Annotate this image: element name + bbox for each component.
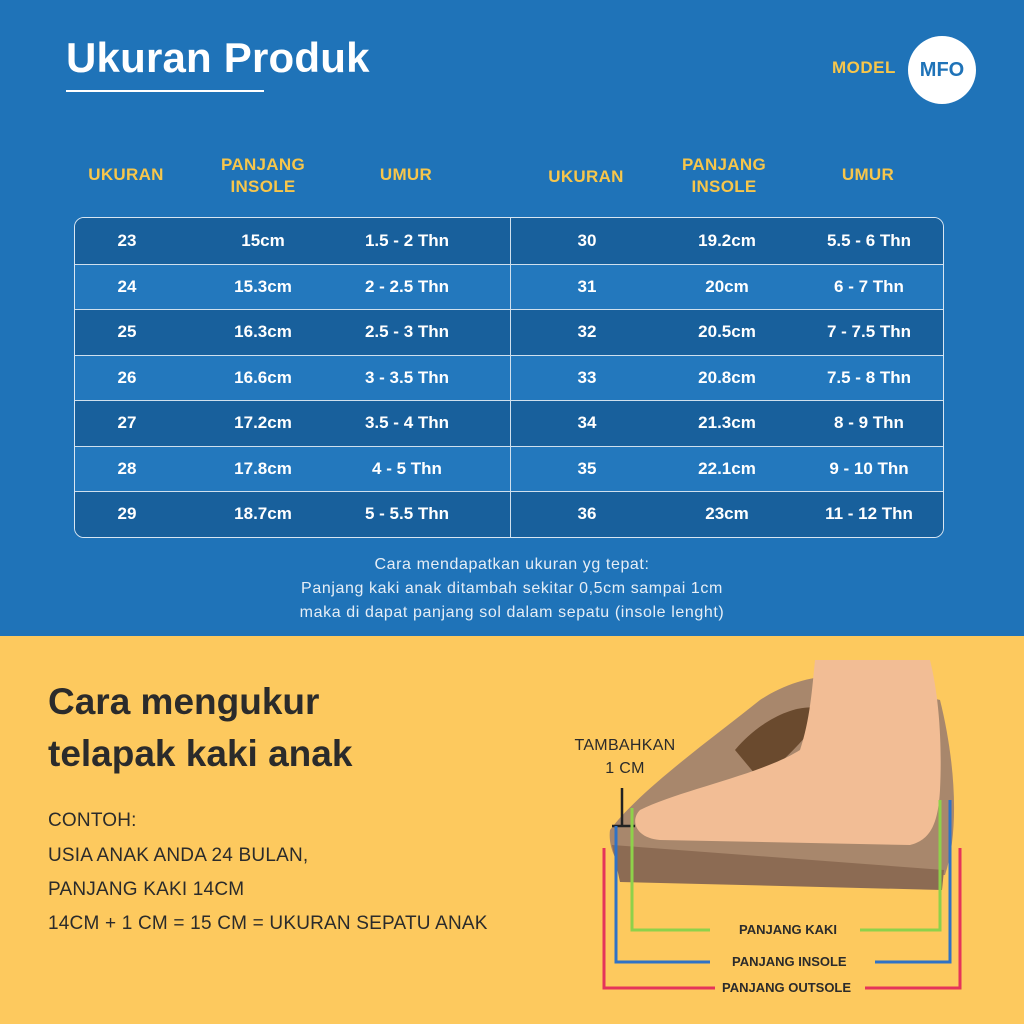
header-size-left: UKURAN	[88, 165, 164, 184]
row-divider	[75, 309, 943, 310]
table-row	[75, 264, 943, 310]
row-divider	[75, 446, 943, 447]
table-center-divider	[510, 218, 511, 537]
header-age-right: UMUR	[841, 165, 895, 184]
title-underline	[66, 90, 264, 92]
example-formula: 14CM + 1 CM = 15 CM = UKURAN SEPATU ANAK	[48, 913, 488, 934]
header-insole-left	[203, 154, 323, 198]
table-row	[75, 355, 943, 401]
cell-right-size: 32	[577, 322, 597, 341]
outsole-length-label: PANJANG OUTSOLE	[716, 980, 857, 995]
cell-left-insole: 15.3cm	[234, 276, 292, 296]
table-row	[75, 218, 943, 264]
header-insole-right-line1: PANJANG	[682, 155, 766, 174]
table-row	[75, 309, 943, 355]
cell-left-age: 3.5 - 4 Thn	[364, 413, 450, 432]
header-age-left: UMUR	[379, 165, 433, 184]
cell-right-insole: 19.2cm	[698, 231, 756, 250]
cell-left-insole: 17.8cm	[234, 458, 292, 478]
table-row	[75, 491, 943, 537]
cell-right-age: 6 - 7 Thn	[834, 276, 904, 296]
howto-heading-line2: telapak kaki anak	[48, 733, 353, 774]
cell-right-insole: 23cm	[705, 504, 749, 523]
cell-left-size: 27	[117, 413, 137, 432]
row-divider	[75, 264, 943, 265]
example-age: USIA ANAK ANDA 24 BULAN,	[48, 845, 309, 866]
note-line-3: maka di dapat panjang sol dalam sepatu (insole lenght)	[299, 604, 725, 621]
cell-right-size: 34	[577, 413, 597, 432]
cell-right-age: 5.5 - 6 Thn	[826, 231, 912, 250]
add-1cm-label	[560, 734, 690, 780]
row-divider	[75, 355, 943, 356]
row-divider	[75, 491, 943, 492]
model-label: MODEL	[832, 58, 896, 77]
table-row	[75, 446, 943, 492]
cell-left-age: 2 - 2.5 Thn	[364, 276, 450, 296]
cell-left-age: 3 - 3.5 Thn	[364, 367, 450, 387]
cell-right-insole: 22.1cm	[698, 458, 756, 478]
header-size-right: UKURAN	[548, 167, 624, 186]
cell-left-age: 1.5 - 2 Thn	[364, 231, 450, 250]
cell-right-insole: 21.3cm	[698, 413, 756, 432]
cell-left-insole: 17.2cm	[234, 413, 292, 432]
note-line-1: Cara mendapatkan ukuran yg tepat:	[374, 556, 650, 573]
table-row	[75, 400, 943, 446]
foot-length-label: PANJANG KAKI	[733, 922, 843, 937]
model-badge: MFO	[908, 36, 976, 104]
cell-left-age: 2.5 - 3 Thn	[364, 322, 450, 341]
cell-right-insole: 20cm	[705, 276, 749, 296]
cell-right-insole: 20.8cm	[698, 367, 756, 387]
header-insole-left-line2: INSOLE	[230, 177, 296, 196]
howto-heading-line1: Cara mengukur	[48, 681, 320, 722]
example-foot-length: PANJANG KAKI 14CM	[48, 879, 245, 900]
cell-right-size: 33	[577, 367, 597, 387]
header-insole-right-line2: INSOLE	[691, 177, 757, 196]
note-line-2: Panjang kaki anak ditambah sekitar 0,5cm sampai 1cm	[301, 580, 723, 597]
cell-left-insole: 16.3cm	[234, 322, 292, 341]
cell-left-insole: 15cm	[241, 231, 285, 250]
cell-left-size: 24	[117, 276, 137, 296]
header-insole-left-line1: PANJANG	[221, 155, 305, 174]
cell-left-age: 5 - 5.5 Thn	[364, 504, 450, 523]
howto-heading	[48, 676, 352, 780]
example-label: CONTOH:	[48, 810, 137, 831]
row-divider	[75, 400, 943, 401]
cell-right-age: 9 - 10 Thn	[829, 458, 909, 478]
cell-left-size: 23	[117, 231, 137, 250]
header-insole-right	[664, 154, 784, 198]
add-1cm-line2: 1 CM	[605, 760, 645, 777]
cell-right-age: 11 - 12 Thn	[825, 504, 913, 523]
page-title: Ukuran Produk	[66, 34, 370, 81]
size-table	[74, 217, 944, 538]
cell-right-age: 8 - 9 Thn	[834, 413, 904, 432]
cell-left-size: 28	[117, 458, 137, 478]
cell-right-age: 7.5 - 8 Thn	[826, 367, 912, 387]
insole-length-label: PANJANG INSOLE	[726, 954, 853, 969]
cell-right-insole: 20.5cm	[698, 322, 756, 341]
cell-left-age: 4 - 5 Thn	[372, 458, 442, 478]
cell-left-insole: 16.6cm	[234, 367, 292, 387]
cell-right-age: 7 - 7.5 Thn	[826, 322, 912, 341]
cell-left-size: 29	[117, 504, 137, 523]
cell-left-size: 25	[117, 322, 137, 341]
add-1cm-line1: TAMBAHKAN	[574, 737, 676, 754]
cell-right-size: 30	[577, 231, 597, 250]
cell-right-size: 35	[577, 458, 597, 478]
cell-right-size: 31	[577, 276, 597, 296]
cell-right-size: 36	[577, 504, 597, 523]
cell-left-size: 26	[117, 367, 137, 387]
cell-left-insole: 18.7cm	[234, 504, 292, 523]
